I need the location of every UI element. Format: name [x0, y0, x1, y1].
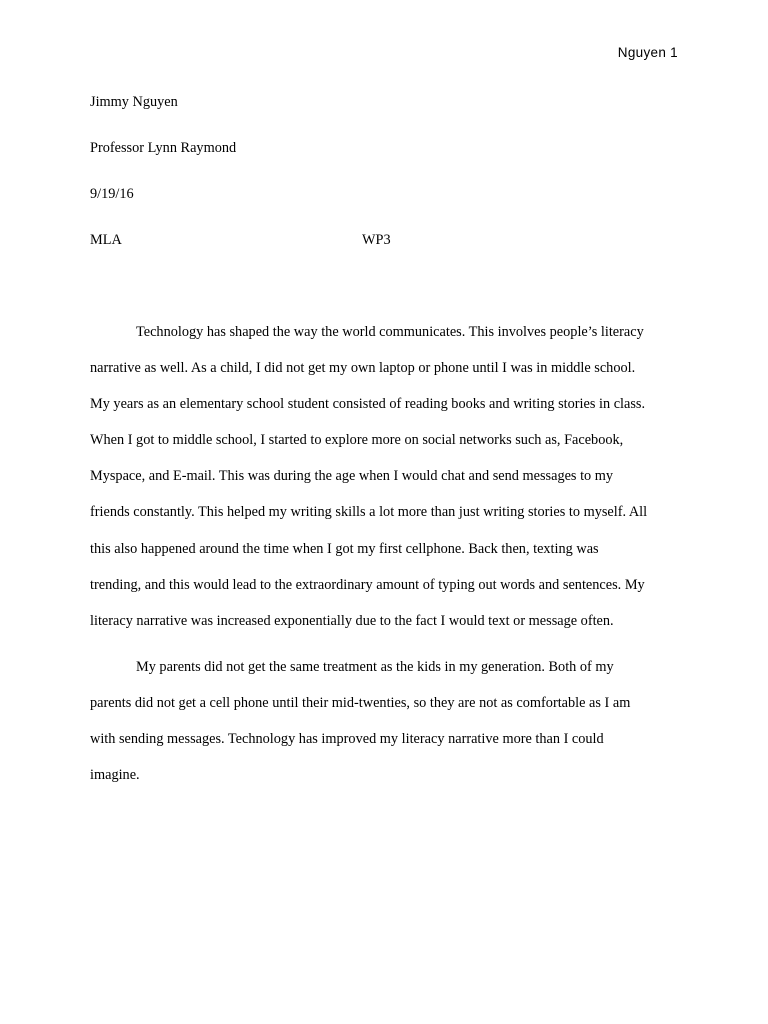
paragraph-line: with sending messages. Technology has improved my literacy narrative more than I could — [90, 731, 604, 748]
body-paragraph-1 — [90, 314, 682, 639]
page-header-page-number: Nguyen 1 — [617, 45, 678, 60]
paragraph-line: My years as an elementary school student consisted of reading books and writing stories in class. — [90, 396, 646, 413]
format-label: MLA — [90, 232, 122, 248]
professor-name: Professor Lynn Raymond — [90, 140, 237, 156]
paragraph-line: narrative as well. As a child, I did not get my own laptop or phone until I was in middle school. — [90, 360, 636, 377]
paragraph-line: this also happened around the time when I got my first cellphone. Back then, texting was — [90, 540, 599, 557]
assignment-label: WP3 — [362, 232, 391, 248]
paragraph-line: parents did not get a cell phone until their mid-twenties, so they are not as comfortable as I am — [90, 695, 631, 712]
body-paragraph-2 — [90, 649, 682, 793]
date: 9/19/16 — [90, 186, 134, 202]
paragraph-line: friends constantly. This helped my writing skills a lot more than just writing stories to myself. All — [90, 504, 648, 521]
format-assignment-row — [90, 232, 391, 249]
paragraph-line: trending, and this would lead to the extraordinary amount of typing out words and sentences. My — [90, 576, 645, 593]
paragraph-line: Technology has shaped the way the world communicates. This involves people’s literacy — [136, 324, 644, 340]
paragraph-line: literacy narrative was increased exponentially due to the fact I would text or message often. — [90, 612, 614, 629]
paragraph-line: imagine. — [90, 767, 140, 784]
paragraph-line: My parents did not get the same treatment as the kids in my generation. Both of my — [136, 659, 614, 675]
paragraph-line: When I got to middle school, I started to explore more on social networks such as, Facebook, — [90, 432, 624, 449]
paragraph-line: Myspace, and E-mail. This was during the age when I would chat and send messages to my — [90, 468, 614, 485]
author-name: Jimmy Nguyen — [90, 94, 178, 110]
